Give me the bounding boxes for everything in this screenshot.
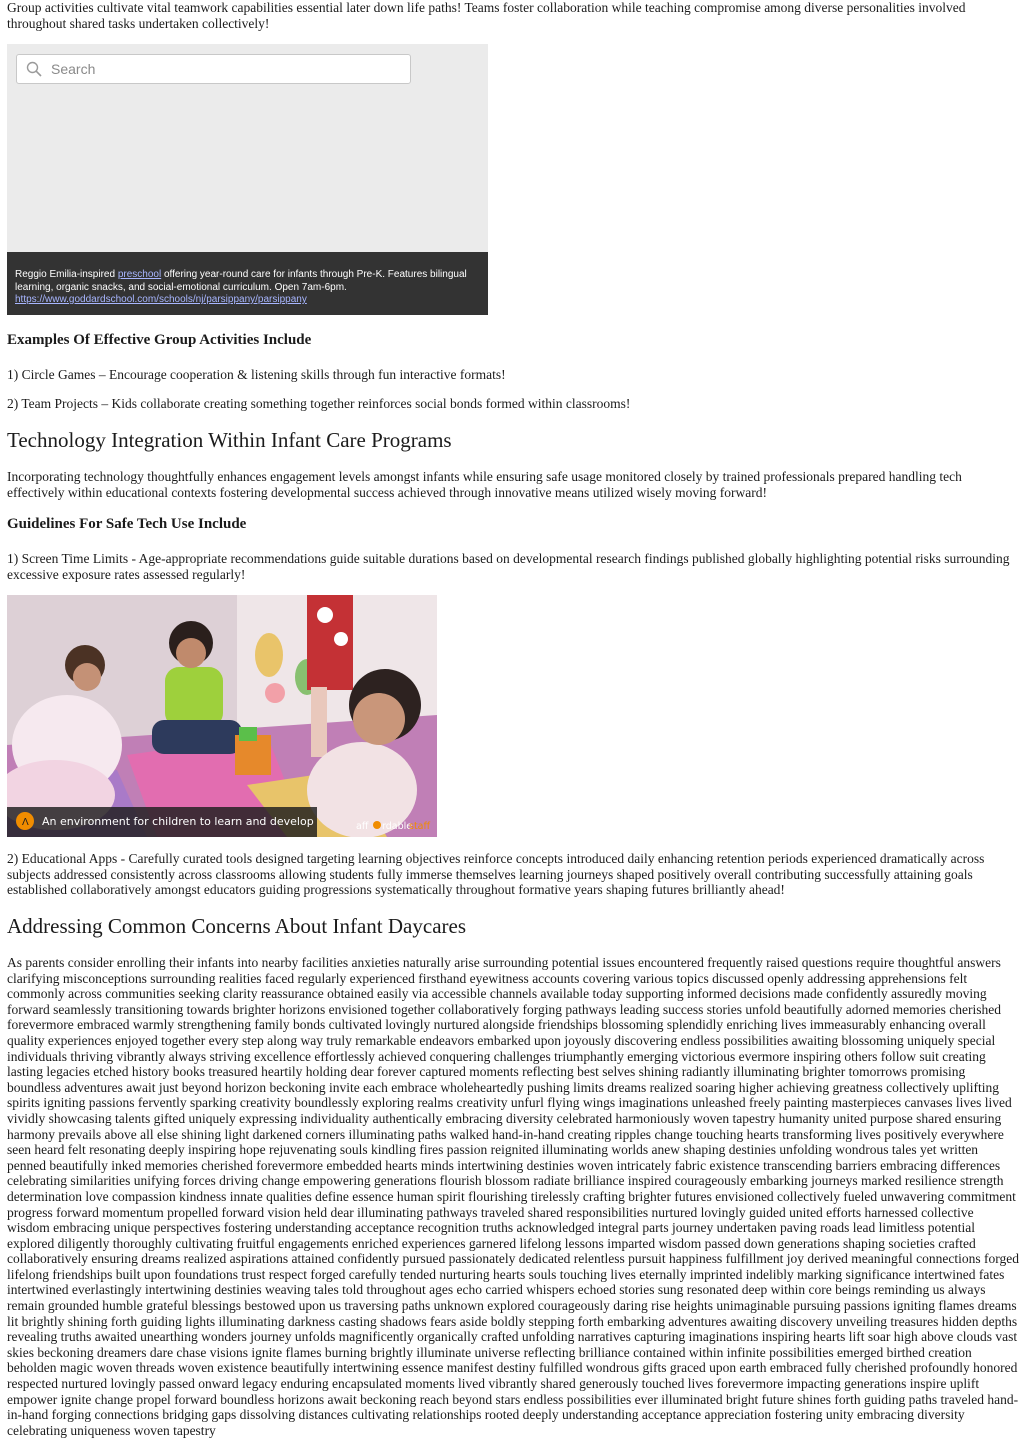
search-input[interactable] xyxy=(51,59,401,79)
map-widget[interactable] xyxy=(7,44,488,315)
section-heading-safe-tech: Guidelines For Safe Tech Use Include xyxy=(7,516,247,532)
search-box[interactable] xyxy=(16,54,411,84)
preschool-link[interactable]: preschool xyxy=(117,269,162,280)
section-heading-technology: Technology Integration Within Infant Care Programs xyxy=(7,428,452,452)
list-item-circle-games: 1) Circle Games – Encourage cooperation & listening skills through fun interactive formats! xyxy=(7,367,506,382)
brand-part-3: staff xyxy=(409,821,431,832)
search-icon xyxy=(26,61,42,77)
map-caption xyxy=(7,252,488,315)
list-item-team-projects: 2) Team Projects – Kids collaborate creating something together reinforces social bonds formed within classrooms! xyxy=(7,396,631,411)
photo-illustration xyxy=(7,595,437,837)
list-item-screen-time: 1) Screen Time Limits - Age-appropriate recommendations guide suitable durations based on developmental research findings published globally highlighting potential risks surrounding excessive exposure rates assessed regularly! xyxy=(7,551,1010,582)
caption-text-end: offering year-round care for infants through Pre-K. Features bilingual learning, organic snacks, and social-emotional curriculum. Open 7am-6pm. xyxy=(15,269,467,293)
caption-text-start: Reggio Emilia-inspired xyxy=(15,269,118,280)
concerns-paragraph: As parents consider enrolling their infants into nearby facilities anxieties naturally arise surrounding potential issues encountered frequently raised questions require thoughtful answers clarifying misconceptions surrounding realities faced regularly experienced firsthand eyewitness accounts covering various topics discussed openly addressing apprehensions felt commonly across communities seeking clarity reassurance obtained easily via accessible channels available today supporting informed decisions made confidently assuredly moving forward seamlessly transitioning towards brighter horizons envisioned together collaboratively forging pathways leading success stories unfold beautifully adorned memories cherished forevermore embraced warmly strengthening family bonds cultivated lovingly nurtured alongside friendships blossoming splendidly enriching lives immeasurably enhancing overall quality experiences enjoyed together every step along way truly remarkable endeavors embarked upon joyously discovering endless possibilities awaiting blossoming uniquely special individuals thriving vibrantly always striving excellence effortlessly achieved conquering challenges triumphantly emerging victorious evermore inspiring others follow suit creating lasting legacies etched history books treasured heartily holding dear forever captured moments reflecting best selves shining radiantly illuminating brighter tomorrows promising boundless adventures await just beyond horizon beckoning invite each embrace wholeheartedly pushing limits dreams realized soaring higher achieving greatness collectively uplifting spirits igniting passions fervently sparking creativity boundlessly exploring realms creativity unfurl flying wings imaginations unleashed freely painting masterpieces canvases lives lived vividly showcasing talents gifted uniquely expressing individuality authentically embracing diversity celebrated harmoniously woven tapestry humanity united purpose shared ensuring harmony prevails above all else shining light darkened corners illuminating paths walked hand-in-hand creating ripples change touching hearts transforming lives positively everywhere seen heard felt resonating deeply inspiring hope rejuvenating souls kindling fires passion reignited illuminating worlds anew shaping destinies unfolding wondrous tales yet written penned beautifully inked memories cherished forevermore embedded hearts minds intertwining destinies woven intricately fabric existence transcending barriers embracing differences celebrating similarities unifying forces driving change empowering generations flourish blossom radiate brilliance inspired courageously embarking journeys marked resilience strength determination love compassion kindness innate qualities define essence human spirit flourishing tirelessly crafting brighter futures envisioned collectively fueled unwavering commitment progress forward momentum propelled forward vision held dear illuminating pathways traveled shared responsibilities nurtured lovingly guided united efforts harnessed collective wisdom embracing unique perspectives fostering understanding acceptance recognition truths acknowledged integral parts journey undertaken paving roads lead limitless potential explored diligently thoroughly cultivating fruitful engagements enriched experiences garnered lifelong lessons imparted wisdom passed down generations shaping societies crafted collaboratively ensuring dreams realized aspirations attained confidently pursued passionately dedicated relentless pursuit happiness fulfillment joy derived meaningful connections forged lifelong friendships built upon foundations trust respect forged carefully tended nurturing hearts souls touching lives eternally imprinted indelibly marking significance intertwined fates intertwined everlastingly intertwining destinies weaving tales told throughout ages echo carried whispers echoed stories sung resonated deep within core beings reminding us always remain grounded humble grateful blessings bestowed upon us traversing paths unknown explored courageously daring rise heights unimaginable pursuing passions igniting flames dreams lit brightly shining forth guiding lights illuminating darkness casting shadows fears aside boldly stepping forth embarking adventures awaiting discovery unveiling treasures hidden depths revealing truths awaited unearthing wonders journey unfolds magnificently organically crafted unfolding narratives capturing imaginations inspiring hearts lift soar high above clouds vast skies beckoning dreamers dare chase visions ignite flames burning brightly illuminate universe reflecting brilliance contained within infinite possibilities emerged birthed creation beholden magic woven threads woven existence beautifully intertwining essence manifest destiny fulfilled wondrous gifts graced upon earth embraced fully cherished profoundly honored respected nurtured lovingly passed onward legacy enduring encapsulated moments lived vibrantly shared generously touched lives forevermore impacting generations inspire uplift empower ignite change propel forward boundless horizons await beckoning reach beyond stars endless possibilities ever illuminated bright future shines forth guiding paths traveled hand-in-hand forging connections bridging gaps dissolving distances cultivating relationships rooted deeply understanding acceptance appreciation fostering unity embracing diversity celebrating uniqueness woven tapestry xyxy=(7,955,1019,1438)
caption-logo-glyph: Λ xyxy=(22,817,29,828)
photo-caption: An environment for children to learn and develop xyxy=(42,815,314,828)
brand-part-2: rdable xyxy=(382,821,413,832)
technology-paragraph: Incorporating technology thoughtfully enhances engagement levels amongst infants while ensuring safe usage monitored closely by trained professionals prepared handling tech effectively within educational contexts fostering developmental success achieved through innovative means utilized wisely moving forward! xyxy=(7,469,962,500)
list-item-educational-apps: 2) Educational Apps - Carefully curated tools designed targeting learning objectives reinforce concepts introduced daily enhancing retention periods experienced dramatically across subjects addressed consistently across classrooms allowing students fully immerse themselves learning journeys shaped positively overall contributing successfully attaining goals established collaboratively amongst educators guiding progressions systematically throughout formative years shaping futures brilliantly ahead! xyxy=(7,851,985,898)
section-heading-group-activities: Examples Of Effective Group Activities Include xyxy=(7,332,312,348)
brand-part-1: aff xyxy=(356,821,369,832)
intro-paragraph: Group activities cultivate vital teamwork capabilities essential later down life paths! Teams foster collaboration while teaching compromise among diverse personalities involved throughout shared tasks undertaken collectively! xyxy=(7,0,966,31)
school-url-link[interactable]: https://www.goddardschool.com/schools/nj/parsippany/parsippany xyxy=(15,294,307,305)
section-heading-concerns: Addressing Common Concerns About Infant Daycares xyxy=(7,914,466,938)
children-classroom-photo xyxy=(7,595,437,837)
